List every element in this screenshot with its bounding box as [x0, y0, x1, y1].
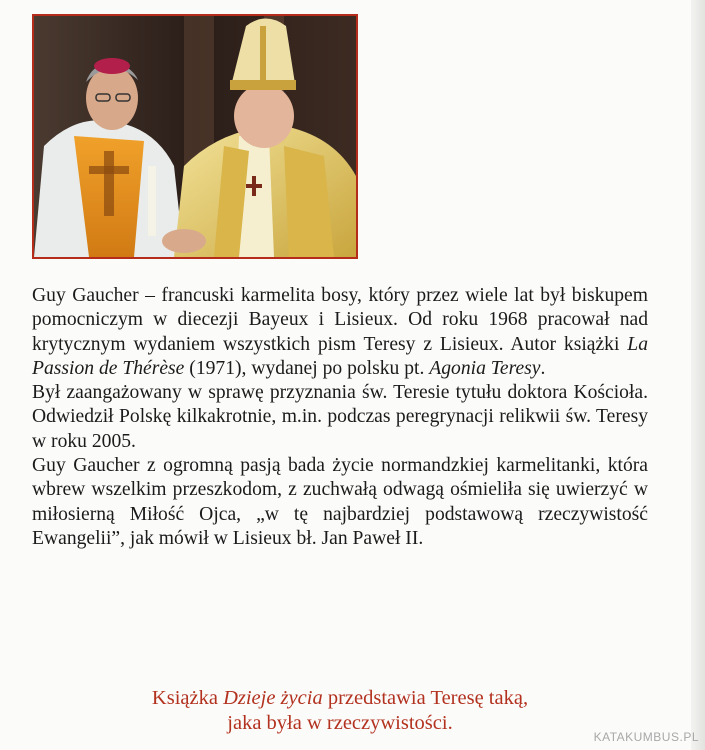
- bio-p1-text-a: Guy Gaucher – francuski karmelita bosy, który przez wiele lat był biskupem pomocniczym w diecezji Bayeux i Lisieux. Od roku 1968 pracował nad krytycznym wydaniem wszystkich pism Teresy z Lisieux. Autor książki: [32, 285, 648, 355]
- bio-paragraph-3: Guy Gaucher z ogromną pasją bada życie normandzkiej karmelitanki, która wbrew wszelkim przeszkodom, z zuchwałą odwagą ośmieliła się uwierzyć w miłosierną Miłość Ojca, „w tę najbardziej podstawową rzeczywistość Ewangelii”, jak mówił w Lisieux bł. Jan Paweł II.: [32, 455, 648, 549]
- watermark: KATAKUMBUS.PL: [593, 730, 699, 744]
- page-edge: [691, 0, 705, 750]
- author-biography: [32, 284, 648, 551]
- caption-line-1: [32, 686, 648, 711]
- book-title-polish: Agonia Teresy: [429, 357, 541, 379]
- bio-paragraph-2: Był zaangażowany w sprawę przyznania św. Teresie tytułu doktora Kościoła. Odwiedził Polskę kilkakrotnie, m.in. podczas peregrynacji relikwii św. Teresy w roku 2005.: [32, 382, 648, 452]
- book-caption: [32, 686, 648, 736]
- book-title-original: La Passion de Thérèse: [32, 333, 648, 379]
- caption-line-2: jaka była w rzeczywistości.: [227, 712, 453, 734]
- caption-book-title: Dzieje życia: [223, 687, 323, 709]
- photo-illustration: [34, 16, 356, 257]
- bio-p1-text-b: (1971), wydanej po polsku pt.: [184, 357, 430, 379]
- caption-pre: Książka: [151, 687, 224, 709]
- bio-p1-text-c: .: [540, 357, 546, 379]
- caption-post: przedstawia Teresę taką,: [322, 687, 529, 709]
- bio-paragraph-1: [32, 284, 648, 381]
- photo-two-clergymen: [32, 14, 358, 259]
